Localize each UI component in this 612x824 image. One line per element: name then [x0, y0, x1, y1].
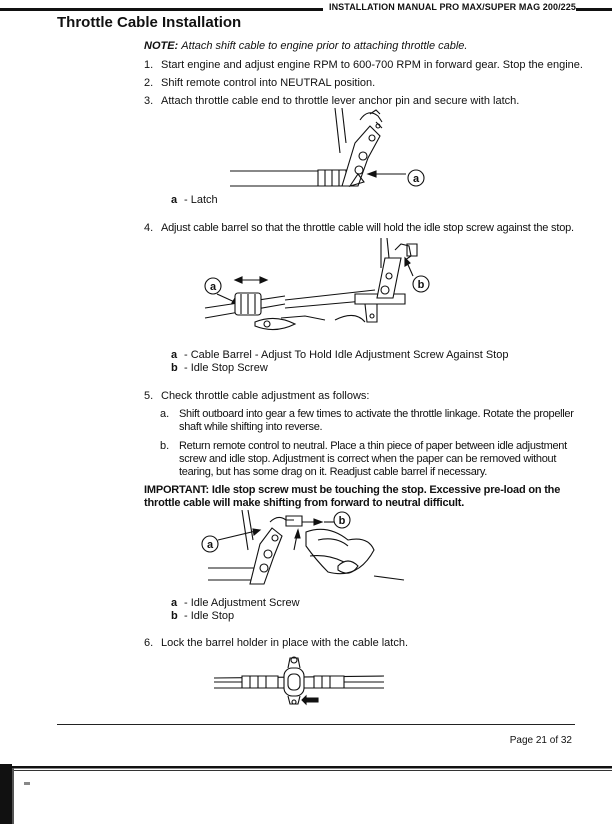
- important-note: IMPORTANT: Idle stop screw must be touching the stop. Excessive pre-load on the throttle cable will make shifting from forward to neutral difficult.: [144, 484, 561, 509]
- caption-text: - Idle Stop: [184, 610, 235, 622]
- figure-4-barrel-holder: [214, 652, 384, 708]
- scan-edge-artifact: [0, 760, 612, 824]
- page-title: Throttle Cable Installation: [57, 14, 242, 31]
- step-number: 6.: [144, 637, 154, 649]
- running-header: INSTALLATION MANUAL PRO MAX/SUPER MAG 200/225: [323, 2, 576, 12]
- figure-2-cable-barrel: [195, 238, 445, 343]
- step-text: Start engine and adjust engine RPM to 600-700 RPM in forward gear. Stop the engine.: [161, 59, 583, 71]
- substep-text: Shift outboard into gear a few times to activate the throttle linkage. Rotate the propeller shaft while shifting into reverse.: [179, 408, 574, 433]
- step-text: Check throttle cable adjustment as follows:: [161, 390, 370, 402]
- substep-letter: b.: [160, 440, 170, 452]
- figure-3-idle-adjustment: [198, 510, 410, 590]
- substep-letter: a.: [160, 408, 170, 420]
- caption-letter: a: [171, 349, 178, 361]
- note: [144, 40, 467, 53]
- figure-callout-a: a: [412, 173, 420, 185]
- step-text: Lock the barrel holder in place with the cable latch.: [161, 637, 409, 649]
- caption-text: - Latch: [184, 194, 218, 206]
- step-number: 5.: [144, 390, 154, 402]
- footer-rule: [57, 724, 575, 725]
- note-label: NOTE:: [144, 40, 179, 52]
- caption-letter: b: [171, 362, 178, 374]
- step-number: 4.: [144, 222, 154, 234]
- figure-callout-b: b: [338, 515, 346, 527]
- figure-callout-a: a: [209, 281, 217, 293]
- figure-1-throttle-lever: [230, 108, 470, 193]
- caption-text: - Cable Barrel - Adjust To Hold Idle Adjustment Screw Against Stop: [184, 349, 509, 361]
- step-text: Shift remote control into NEUTRAL position.: [161, 77, 376, 89]
- caption-letter: a: [171, 194, 178, 206]
- step-text: Attach throttle cable end to throttle lever anchor pin and secure with latch.: [161, 95, 520, 107]
- step-number: 2.: [144, 77, 154, 89]
- caption-text: - Idle Stop Screw: [184, 362, 268, 374]
- step-number: 3.: [144, 95, 154, 107]
- caption-letter: b: [171, 610, 178, 622]
- step-number: 1.: [144, 59, 154, 71]
- figure-callout-a: a: [206, 539, 214, 551]
- caption-text: - Idle Adjustment Screw: [184, 597, 300, 609]
- step-text: Adjust cable barrel so that the throttle cable will hold the idle stop screw against the stop.: [161, 222, 574, 234]
- substep-text: Return remote control to neutral. Place a thin piece of paper between idle adjustment screw and idle stop. Adjustment is correct when the paper can be removed without tearing, but has some drag on it. Readjust cable barrel if necessary.: [179, 440, 567, 478]
- page-number: Page 21 of 32: [509, 735, 572, 746]
- note-text: Attach shift cable to engine prior to attaching throttle cable.: [181, 40, 468, 52]
- caption-letter: a: [171, 597, 178, 609]
- figure-callout-b: b: [417, 279, 425, 291]
